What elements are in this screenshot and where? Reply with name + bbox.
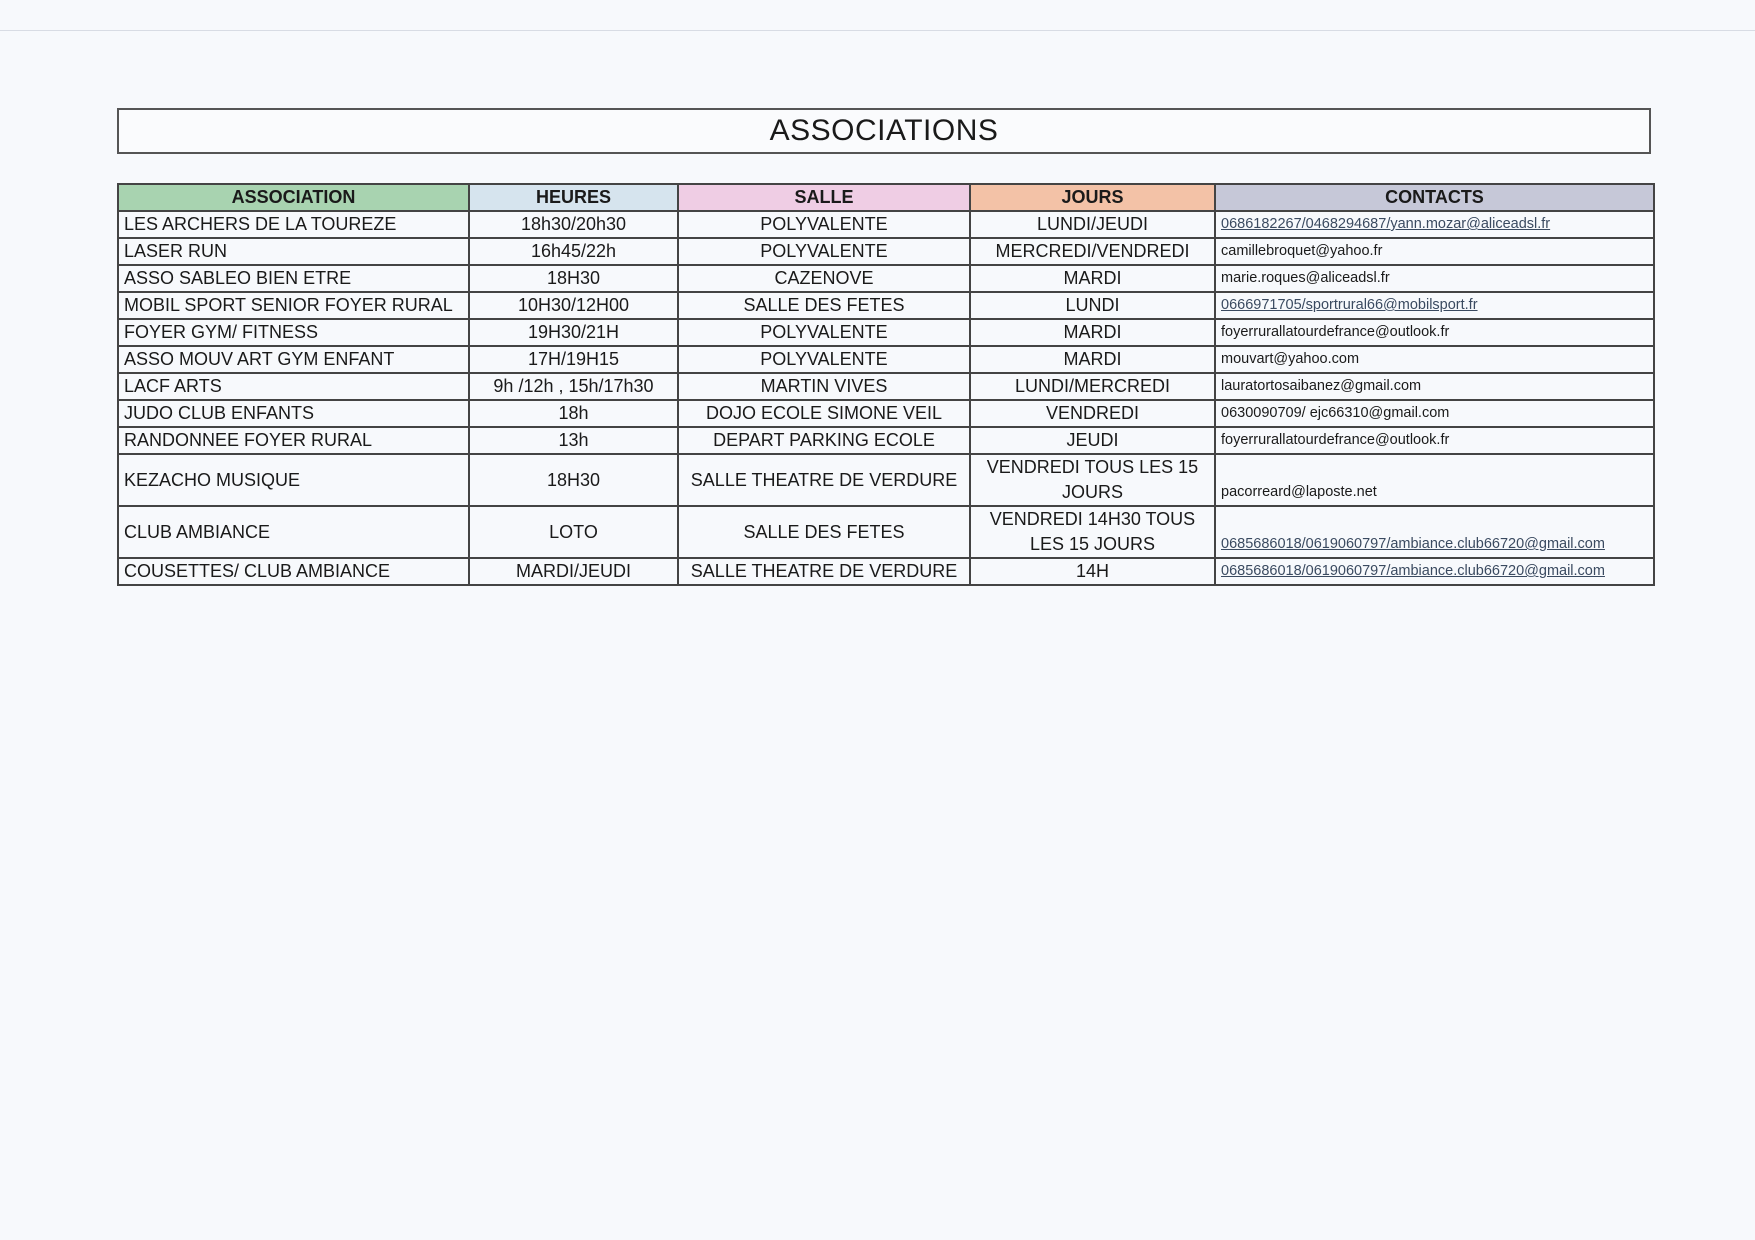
- heures-cell: [469, 454, 678, 506]
- table-row: [118, 558, 1654, 585]
- table-row: [118, 319, 1654, 346]
- table-row: [118, 211, 1654, 238]
- heures-cell: [469, 292, 678, 319]
- contact-text: lauratortosaibanez@gmail.com: [1221, 378, 1422, 394]
- association-cell: [118, 238, 469, 265]
- heures-cell-text: 9h /12h , 15h/17h30: [493, 376, 654, 396]
- association-cell: [118, 292, 469, 319]
- association-cell-text: COUSETTES/ CLUB AMBIANCE: [124, 561, 391, 581]
- salle-cell: [678, 558, 970, 585]
- salle-cell-text: CAZENOVE: [774, 268, 874, 288]
- association-cell-text: JUDO CLUB ENFANTS: [124, 403, 315, 423]
- jours-cell-text: LUNDI/JEUDI: [1036, 214, 1148, 234]
- salle-cell: [678, 319, 970, 346]
- header-salle: SALLE: [678, 184, 970, 211]
- salle-cell: [678, 292, 970, 319]
- association-cell-text: KEZACHO MUSIQUE: [124, 469, 301, 490]
- salle-cell: [678, 211, 970, 238]
- table-row: [118, 506, 1654, 558]
- salle-cell-text: POLYVALENTE: [760, 241, 888, 261]
- table-row: [118, 400, 1654, 427]
- contact-cell: [1215, 373, 1654, 400]
- table-row: [118, 292, 1654, 319]
- salle-cell-text: MARTIN VIVES: [760, 376, 888, 396]
- table-row: [118, 427, 1654, 454]
- salle-cell-text: SALLE THEATRE DE VERDURE: [690, 469, 958, 490]
- contact-text: pacorreard@laposte.net: [1221, 484, 1377, 500]
- association-cell: [118, 506, 469, 558]
- salle-cell: [678, 238, 970, 265]
- association-cell: [118, 211, 469, 238]
- jours-cell-text: MERCREDI/VENDREDI: [995, 241, 1190, 261]
- jours-cell-text: 14H: [1075, 561, 1110, 581]
- jours-cell: [970, 292, 1215, 319]
- heures-cell: [469, 427, 678, 454]
- jours-cell-text: LUNDI/MERCREDI: [1014, 376, 1170, 396]
- association-cell-text: CLUB AMBIANCE: [124, 521, 271, 542]
- contact-cell: [1215, 292, 1654, 319]
- table-row: [118, 238, 1654, 265]
- jours-cell: [970, 319, 1215, 346]
- association-cell: [118, 373, 469, 400]
- contact-text: camillebroquet@yahoo.fr: [1221, 243, 1383, 259]
- salle-cell: [678, 265, 970, 292]
- associations-table: [117, 183, 1655, 586]
- salle-cell: [678, 346, 970, 373]
- salle-cell-text: POLYVALENTE: [760, 214, 888, 234]
- header-contacts: CONTACTS: [1215, 184, 1654, 211]
- jours-cell: [970, 400, 1215, 427]
- heures-cell: [469, 400, 678, 427]
- contact-cell: [1215, 506, 1654, 558]
- jours-cell-text: VENDREDI TOUS LES 15 JOURS: [986, 457, 1199, 502]
- association-cell-text: ASSO SABLEO BIEN ETRE: [124, 268, 352, 288]
- salle-cell-text: SALLE DES FETES: [743, 521, 905, 542]
- heures-cell: [469, 211, 678, 238]
- jours-cell: [970, 427, 1215, 454]
- association-cell-text: RANDONNEE FOYER RURAL: [124, 430, 373, 450]
- salle-cell-text: DOJO ECOLE SIMONE VEIL: [705, 403, 943, 423]
- contact-cell: [1215, 346, 1654, 373]
- heures-cell-text: 10H30/12H00: [517, 295, 630, 315]
- heures-cell: [469, 265, 678, 292]
- contact-link[interactable]: 0686182267/0468294687/yann.mozar@aliceadsl.fr: [1221, 216, 1551, 232]
- association-cell: [118, 346, 469, 373]
- jours-cell-text: VENDREDI: [1045, 403, 1139, 423]
- association-cell: [118, 454, 469, 506]
- table-row: [118, 454, 1654, 506]
- heures-cell: [469, 346, 678, 373]
- contact-cell: [1215, 427, 1654, 454]
- header-heures: HEURES: [469, 184, 678, 211]
- jours-cell-text: MARDI: [1063, 268, 1122, 288]
- contact-cell: [1215, 319, 1654, 346]
- contact-cell: [1215, 211, 1654, 238]
- jours-cell-text: MARDI: [1063, 349, 1122, 369]
- table-row: [118, 373, 1654, 400]
- jours-cell: [970, 265, 1215, 292]
- salle-cell-text: POLYVALENTE: [760, 349, 888, 369]
- heures-cell: [469, 558, 678, 585]
- contact-text: marie.roques@aliceadsl.fr: [1221, 270, 1390, 286]
- salle-cell-text: SALLE THEATRE DE VERDURE: [690, 561, 958, 581]
- association-cell: [118, 319, 469, 346]
- association-cell-text: LES ARCHERS DE LA TOUREZE: [124, 214, 397, 234]
- contact-text: foyerrurallatourdefrance@outlook.fr: [1221, 432, 1450, 448]
- heures-cell: [469, 506, 678, 558]
- contact-cell: [1215, 558, 1654, 585]
- contact-link[interactable]: 0685686018/0619060797/ambiance.club66720@gmail.com: [1221, 536, 1605, 552]
- jours-cell: [970, 211, 1215, 238]
- contact-text: mouvart@yahoo.com: [1221, 351, 1360, 367]
- salle-cell-text: SALLE DES FETES: [743, 295, 905, 315]
- contact-link[interactable]: 0685686018/0619060797/ambiance.club66720@gmail.com: [1221, 563, 1605, 579]
- association-cell: [118, 265, 469, 292]
- association-cell-text: LASER RUN: [124, 241, 228, 261]
- jours-cell: [970, 346, 1215, 373]
- jours-cell-text: VENDREDI 14H30 TOUS LES 15 JOURS: [989, 509, 1196, 554]
- heures-cell-text: 17H/19H15: [527, 349, 620, 369]
- salle-cell: [678, 400, 970, 427]
- contact-link[interactable]: 0666971705/sportrural66@mobilsport.fr: [1221, 297, 1478, 313]
- jours-cell: [970, 506, 1215, 558]
- heures-cell-text: 19H30/21H: [527, 322, 620, 342]
- header-row: [118, 184, 1654, 211]
- page-title: ASSOCIATIONS: [117, 108, 1651, 154]
- table-row: [118, 265, 1654, 292]
- page-edge-line: [0, 30, 1755, 31]
- jours-cell: [970, 238, 1215, 265]
- salle-cell: [678, 506, 970, 558]
- association-cell-text: MOBIL SPORT SENIOR FOYER RURAL: [124, 295, 453, 315]
- heures-cell-text: 18H30: [546, 268, 601, 288]
- heures-cell: [469, 373, 678, 400]
- association-cell-text: ASSO MOUV ART GYM ENFANT: [124, 349, 395, 369]
- heures-cell: [469, 238, 678, 265]
- contact-text: 0630090709/ ejc66310@gmail.com: [1221, 405, 1450, 421]
- heures-cell-text: 18H30: [546, 469, 601, 490]
- association-cell-text: FOYER GYM/ FITNESS: [124, 322, 319, 342]
- association-cell: [118, 400, 469, 427]
- contact-cell: [1215, 238, 1654, 265]
- jours-cell: [970, 373, 1215, 400]
- association-cell: [118, 427, 469, 454]
- heures-cell-text: 16h45/22h: [530, 241, 617, 261]
- heures-cell-text: 18h: [558, 403, 589, 423]
- salle-cell: [678, 373, 970, 400]
- table-row: [118, 346, 1654, 373]
- contact-text: foyerrurallatourdefrance@outlook.fr: [1221, 324, 1450, 340]
- contact-cell: [1215, 400, 1654, 427]
- association-cell-text: LACF ARTS: [124, 376, 222, 396]
- association-cell: [118, 558, 469, 585]
- salle-cell: [678, 454, 970, 506]
- jours-cell-text: MARDI: [1063, 322, 1122, 342]
- jours-cell: [970, 454, 1215, 506]
- contact-cell: [1215, 265, 1654, 292]
- jours-cell: [970, 558, 1215, 585]
- salle-cell-text: DEPART PARKING ECOLE: [713, 430, 935, 450]
- contact-cell: [1215, 454, 1654, 506]
- salle-cell-text: POLYVALENTE: [760, 322, 888, 342]
- header-association: ASSOCIATION: [118, 184, 469, 211]
- salle-cell: [678, 427, 970, 454]
- heures-cell-text: 13h: [558, 430, 589, 450]
- header-jours: JOURS: [970, 184, 1215, 211]
- heures-cell-text: 18h30/20h30: [520, 214, 627, 234]
- heures-cell-text: LOTO: [549, 521, 598, 542]
- heures-cell-text: MARDI/JEUDI: [515, 561, 631, 581]
- heures-cell: [469, 319, 678, 346]
- jours-cell-text: JEUDI: [1066, 430, 1119, 450]
- jours-cell-text: LUNDI: [1065, 295, 1120, 315]
